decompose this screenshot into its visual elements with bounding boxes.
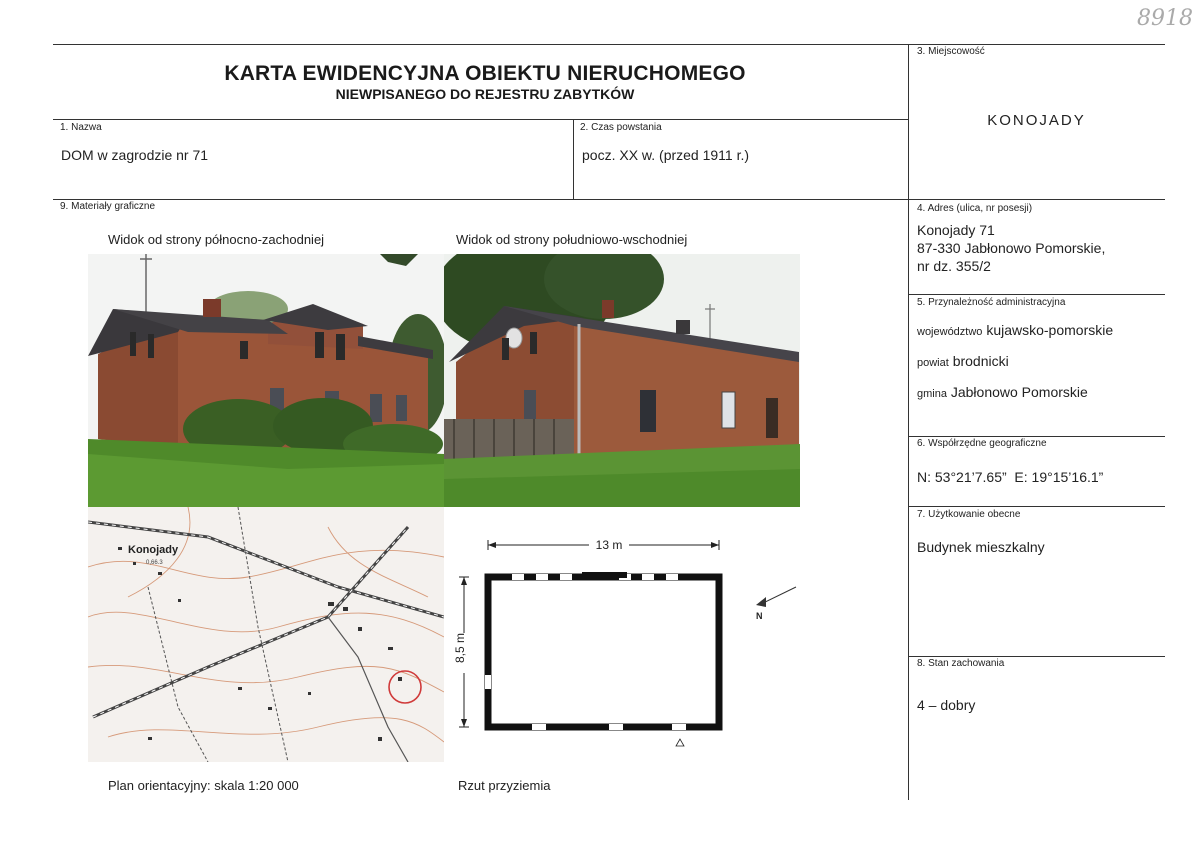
card-subtitle: NIEWPISANEGO DO REJESTRU ZABYTKÓW	[335, 86, 635, 102]
entrance-marker	[676, 739, 684, 746]
usage-label: 7. Użytkowanie obecne	[917, 509, 1021, 520]
address-label: 4. Adres (ulica, nr posesji)	[917, 203, 1033, 214]
name-label: 1. Nazwa	[60, 122, 102, 133]
condition-label: 8. Stan zachowania	[917, 658, 1005, 669]
place-value: KONOJADY	[987, 112, 1086, 129]
commune-prefix: gmina	[917, 388, 947, 400]
section-6-top-border	[908, 436, 1165, 437]
admin-voivodeship	[917, 322, 1113, 338]
address-line1: Konojady 71	[917, 222, 995, 238]
usage-value: Budynek mieszkalny	[917, 539, 1045, 555]
right-column-divider	[908, 44, 909, 800]
top-border	[53, 44, 1165, 45]
voivodeship-prefix: województwo	[917, 326, 983, 338]
commune-value: Jabłonowo Pomorskie	[950, 384, 1088, 400]
place-label: 3. Miejscowość	[917, 46, 985, 57]
time-value: pocz. XX w. (przed 1911 r.)	[582, 147, 750, 163]
plan-width-label: 13 m	[595, 538, 623, 552]
orientation-map	[88, 507, 444, 762]
card-title: KARTA EWIDENCYJNA OBIEKTU NIERUCHOMEGO	[224, 62, 746, 85]
section-7-top-border	[908, 506, 1165, 507]
plan-caption: Rzut przyziemia	[458, 778, 551, 793]
photo-southeast-view	[444, 254, 800, 507]
section-9-top-border	[53, 199, 1165, 200]
admin-label: 5. Przynależność administracyjna	[917, 297, 1066, 308]
county-value: brodnicki	[952, 353, 1009, 369]
voivodeship-value: kujawsko-pomorskie	[986, 322, 1114, 338]
admin-commune	[917, 384, 1088, 400]
photo-northwest-view	[88, 254, 444, 507]
floor-plan	[444, 507, 800, 762]
address-line3: nr dz. 355/2	[917, 258, 991, 274]
coords-label: 6. Współrzędne geograficzne	[917, 438, 1047, 449]
name-time-divider	[573, 119, 574, 199]
time-label: 2. Czas powstania	[580, 122, 662, 133]
section-8-top-border	[908, 656, 1165, 657]
name-value: DOM w zagrodzie nr 71	[61, 147, 209, 163]
plan-height-label: 8,5 m	[453, 632, 467, 664]
map-place-label: Konojady	[128, 544, 179, 556]
admin-county	[917, 353, 1009, 369]
photo-se-caption: Widok od strony południowo-wschodniej	[456, 232, 688, 247]
address-line2: 87-330 Jabłonowo Pomorskie,	[917, 240, 1106, 256]
north-arrow	[756, 587, 796, 621]
coords-value: N: 53°21’7.65” E: 19°15’16.1”	[917, 469, 1104, 485]
county-prefix: powiat	[917, 357, 949, 369]
condition-value: 4 – dobry	[917, 697, 976, 713]
graphics-label: 9. Materiały graficzne	[60, 201, 156, 212]
photo-nw-caption: Widok od strony północno-zachodniej	[108, 232, 325, 247]
header-bottom-border	[53, 119, 908, 120]
map-caption: Plan orientacyjny: skala 1:20 000	[108, 778, 299, 793]
map-place-sublabel: 0,66.3	[146, 560, 163, 566]
north-label: N	[756, 611, 763, 621]
archive-stamp-number: 8918	[1137, 6, 1193, 31]
section-5-top-border	[908, 294, 1165, 295]
